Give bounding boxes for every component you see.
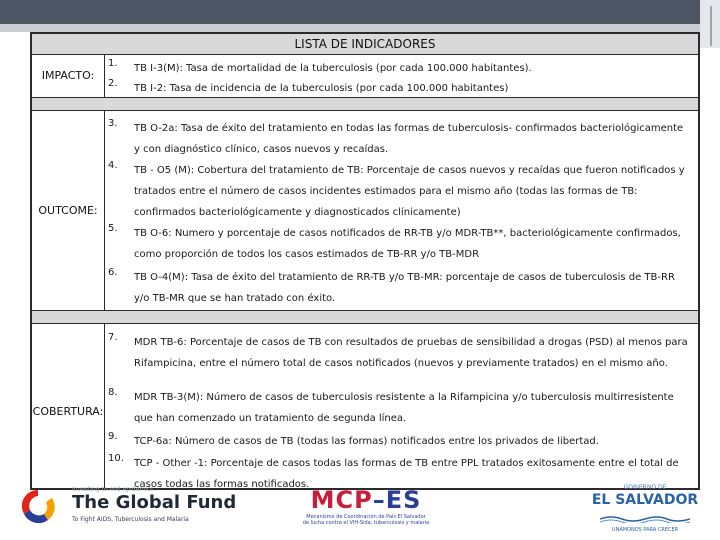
item-text: TCP-6a: Número de casos de TB (todas las formas) notificados entre los privados de libertad. <box>134 436 599 447</box>
item-number: 10. <box>108 453 124 464</box>
global-fund-small-text: Investing to end epidemics <box>72 486 154 493</box>
item-text: TB - O5 (M): Cobertura del tratamiento de TB: Porcentaje de casos nuevos y recaídas que fueron notificados y tratados entre el número de casos incidentes estimados para el mismo año (todas las formas de TB: confirmados bacteriológicamente y diagnosticados clínicamente) <box>134 165 685 218</box>
top-corner-decoration <box>700 0 720 48</box>
table-title: LISTA DE INDICADORES <box>32 34 698 55</box>
item-number: 6. <box>108 267 118 278</box>
el-salvador-logo <box>590 484 700 532</box>
category-label-outcome: OUTCOME: <box>38 204 98 217</box>
item-text: MDR TB-6: Porcentaje de casos de TB con resultados de pruebas de sensibilidad a drogas (PSD) al menos para Rifampicina, entre el número total de casos notificados (nuevos y previamente tratados) en el mismo año. <box>134 337 688 369</box>
item-number: 9. <box>108 431 118 442</box>
top-banner-shadow <box>0 24 700 32</box>
category-label-impacto: IMPACTO: <box>41 69 95 82</box>
item-text: TB O-2a: Tasa de éxito del tratamiento en todas las formas de tuberculosis- confirmados bacteriológicamente y con diagnóstico clínico, casos nuevos y recaídas. <box>134 123 684 155</box>
gov-slogan: UNÁMONOS PARA CRECER <box>611 527 679 533</box>
waves-icon <box>600 515 690 523</box>
item-number: 2. <box>108 78 118 89</box>
global-fund-logo <box>12 484 237 530</box>
mcp-name-dash: – <box>372 486 386 514</box>
item-number: 3. <box>108 118 118 129</box>
global-fund-name: The Global Fund <box>72 492 237 513</box>
item-text: TB O-6: Numero y porcentaje de casos notificados de RR-TB y/o MDR-TB**, bacteriológicamente confirmados, como proporción de todos los casos estimados de TB-RR y/o TB-MDR <box>134 228 681 260</box>
global-fund-tagline: To Fight AIDS, Tuberculosis and Malaria <box>72 516 189 523</box>
mcp-es-logo <box>300 486 432 536</box>
mcp-name-part2: ES <box>385 486 422 514</box>
mcp-name-part1: MCP <box>310 486 373 514</box>
top-banner <box>0 0 720 24</box>
item-number: 5. <box>108 223 118 234</box>
mcp-es-name <box>300 486 432 514</box>
mcp-sub-line2: de lucha contra el VIH-Sida, tuberculosis y malaria <box>302 520 430 526</box>
indicators-table <box>30 32 700 490</box>
mcp-sub-line1: Mecanismo de Coordinación de País El Salvador <box>306 514 426 520</box>
column-divider <box>104 54 105 97</box>
gov-small-text: GOBIERNO DE <box>623 484 667 491</box>
item-number: 7. <box>108 332 118 343</box>
item-text: TB I-2: Tasa de incidencia de la tuberculosis (por cada 100.000 habitantes) <box>134 83 509 94</box>
column-divider <box>104 324 105 488</box>
item-text: MDR TB-3(M): Número de casos de tuberculosis resistente a la Rifampicina y/o tuberculosis multirresistente que han comenzado un tratamiento de segunda línea. <box>134 392 674 424</box>
category-label-cobertura: COBERTURA: <box>32 405 104 418</box>
item-text: TCP - Other -1: Porcentaje de casos todas las formas de TB entre PPL tratados exitosamente entre el total de casos todas las formas notificados. <box>134 458 679 490</box>
corner-line <box>710 6 712 46</box>
column-divider <box>104 111 105 310</box>
item-text: TB I-3(M): Tasa de mortalidad de la tuberculosis (por cada 100.000 habitantes). <box>134 63 532 74</box>
section-separator <box>32 310 698 324</box>
item-number: 8. <box>108 387 118 398</box>
item-text: TB O-4(M): Tasa de éxito del tratamiento de RR-TB y/o TB-MR: porcentaje de casos de tuberculosis de TB-RR y/o TB-MR que se han tratado con éxito. <box>134 272 675 304</box>
item-number: 1. <box>108 58 118 69</box>
section-separator <box>32 97 698 111</box>
global-fund-mark-icon <box>18 486 58 526</box>
gov-name: EL SALVADOR <box>591 492 699 508</box>
item-number: 4. <box>108 160 118 171</box>
